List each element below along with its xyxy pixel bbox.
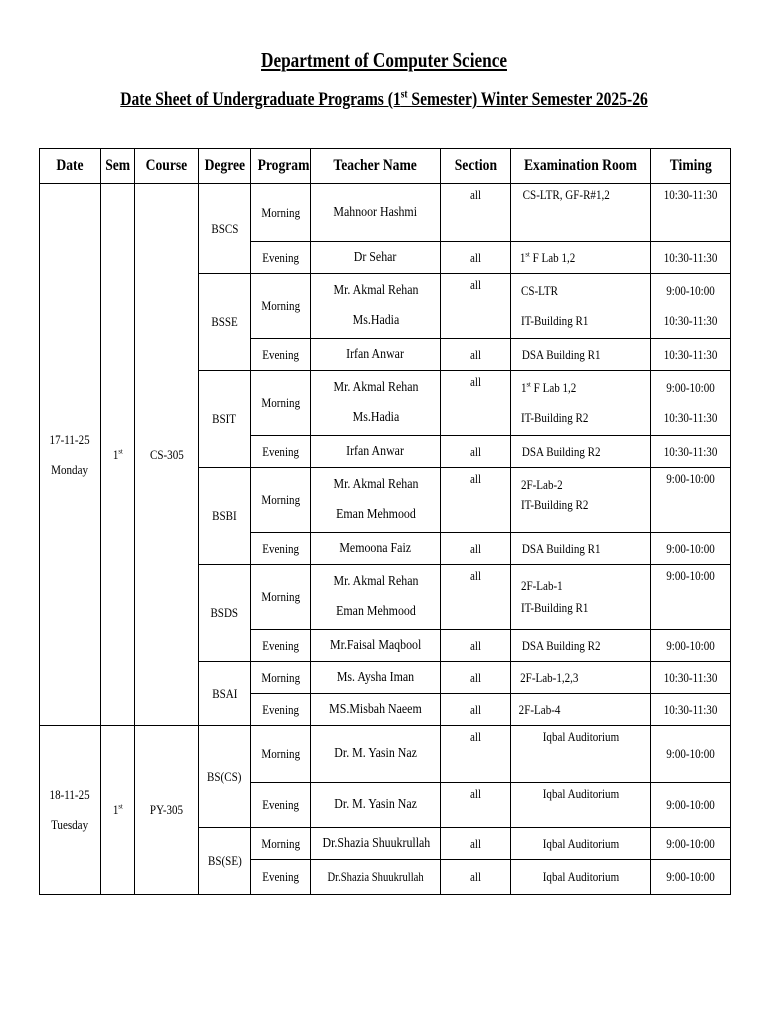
timing-cell: 9:00-10:00: [651, 726, 731, 783]
section-cell: all: [441, 371, 511, 436]
section-cell: all: [441, 783, 511, 828]
degree-cell: BSIT: [199, 371, 251, 468]
degree-cell: BSBI: [199, 468, 251, 565]
section-cell: all: [441, 468, 511, 533]
degree-cell: BS(SE): [199, 828, 251, 895]
table-row: [40, 184, 731, 242]
timing-cell: 9:00-10:00: [651, 860, 731, 895]
subtitle-sup: st: [400, 88, 408, 101]
timing-cell: 9:00-10:00: [651, 828, 731, 860]
timing-cell: 10:30-11:30: [651, 184, 731, 242]
room-cell: CS-LTR IT-Building R1: [511, 274, 651, 339]
course-cell: CS-305: [135, 184, 199, 726]
timing-cell: 10:30-11:30: [651, 662, 731, 694]
section-cell: all: [441, 860, 511, 895]
col-teacher: Teacher Name: [311, 149, 441, 184]
room-cell: CS-LTR, GF-R#1,2: [511, 184, 651, 242]
room-cell: 1st F Lab 1,2 IT-Building R2: [511, 371, 651, 436]
teacher-cell: Irfan Anwar: [311, 436, 441, 468]
room-cell: 2F-Lab-1,2,3: [511, 662, 651, 694]
degree-cell: BS(CS): [199, 726, 251, 828]
teacher-cell: Dr.Shazia Shuukrullah: [311, 860, 441, 895]
room-cell: 2F-Lab-2 IT-Building R2: [511, 468, 651, 533]
program-cell: Evening: [251, 694, 311, 726]
subtitle-part2: Semester) Winter Semester 2025-26: [407, 89, 648, 110]
program-cell: Morning: [251, 662, 311, 694]
col-program: Program: [251, 149, 311, 184]
teacher-cell: Dr.Shazia Shuukrullah: [311, 828, 441, 860]
page-title: Department of Computer Science: [261, 48, 507, 72]
degree-cell: BSCS: [199, 184, 251, 274]
timing-cell: 9:00-10:00: [651, 630, 731, 662]
table-row: [40, 726, 731, 783]
program-cell: Morning: [251, 565, 311, 630]
date-cell: 17-11-25 Monday: [40, 184, 101, 726]
col-room: Examination Room: [511, 149, 651, 184]
teacher-cell: Dr. M. Yasin Naz: [311, 783, 441, 828]
timing-cell: 9:00-10:00: [651, 468, 731, 533]
timing-cell: 9:00-10:00 10:30-11:30: [651, 274, 731, 339]
program-cell: Morning: [251, 274, 311, 339]
teacher-cell: Mr. Akmal Rehan Ms.Hadia: [311, 371, 441, 436]
teacher-cell: Mr. Akmal Rehan Ms.Hadia: [311, 274, 441, 339]
section-cell: all: [441, 184, 511, 242]
section-cell: all: [441, 828, 511, 860]
program-cell: Evening: [251, 533, 311, 565]
room-cell: Iqbal Auditorium: [511, 828, 651, 860]
degree-cell: BSAI: [199, 662, 251, 726]
timing-cell: 10:30-11:30: [651, 339, 731, 371]
col-timing: Timing: [651, 149, 731, 184]
program-cell: Morning: [251, 184, 311, 242]
program-cell: Morning: [251, 468, 311, 533]
section-cell: all: [441, 533, 511, 565]
timing-cell: 10:30-11:30: [651, 694, 731, 726]
teacher-cell: Mahnoor Hashmi: [311, 184, 441, 242]
section-cell: all: [441, 436, 511, 468]
program-cell: Evening: [251, 339, 311, 371]
room-cell: DSA Building R1: [511, 339, 651, 371]
room-cell: Iqbal Auditorium: [511, 860, 651, 895]
program-cell: Evening: [251, 436, 311, 468]
program-cell: Evening: [251, 630, 311, 662]
section-cell: all: [441, 274, 511, 339]
section-cell: all: [441, 694, 511, 726]
timing-cell: 9:00-10:00: [651, 565, 731, 630]
section-cell: all: [441, 242, 511, 274]
program-cell: Morning: [251, 726, 311, 783]
teacher-cell: Mr. Akmal Rehan Eman Mehmood: [311, 565, 441, 630]
col-date: Date: [40, 149, 101, 184]
section-cell: all: [441, 726, 511, 783]
section-cell: all: [441, 565, 511, 630]
col-degree: Degree: [199, 149, 251, 184]
program-cell: Evening: [251, 242, 311, 274]
timing-cell: 9:00-10:00 10:30-11:30: [651, 371, 731, 436]
program-cell: Morning: [251, 371, 311, 436]
section-cell: all: [441, 339, 511, 371]
room-cell: 2F-Lab-4: [511, 694, 651, 726]
course-cell: PY-305: [135, 726, 199, 895]
sem-cell: 1st: [101, 184, 135, 726]
teacher-cell: Mr.Faisal Maqbool: [311, 630, 441, 662]
teacher-cell: Mr. Akmal Rehan Eman Mehmood: [311, 468, 441, 533]
section-cell: all: [441, 630, 511, 662]
page-subtitle: [69, 89, 699, 111]
room-cell: 1st F Lab 1,2: [511, 242, 651, 274]
degree-cell: BSDS: [199, 565, 251, 662]
room-cell: Iqbal Auditorium: [511, 726, 651, 783]
timing-cell: 9:00-10:00: [651, 533, 731, 565]
teacher-cell: Dr Sehar: [311, 242, 441, 274]
col-course: Course: [135, 149, 199, 184]
teacher-cell: Ms. Aysha Iman: [311, 662, 441, 694]
header-row: [40, 149, 731, 184]
section-cell: all: [441, 662, 511, 694]
room-cell: DSA Building R2: [511, 630, 651, 662]
teacher-cell: Irfan Anwar: [311, 339, 441, 371]
teacher-cell: Dr. M. Yasin Naz: [311, 726, 441, 783]
teacher-cell: Memoona Faiz: [311, 533, 441, 565]
timing-cell: 10:30-11:30: [651, 436, 731, 468]
subtitle-part1: Date Sheet of Undergraduate Programs (1: [120, 89, 401, 110]
program-cell: Evening: [251, 783, 311, 828]
col-section: Section: [441, 149, 511, 184]
program-cell: Evening: [251, 860, 311, 895]
room-cell: DSA Building R2: [511, 436, 651, 468]
col-sem: Sem: [101, 149, 135, 184]
teacher-cell: MS.Misbah Naeem: [311, 694, 441, 726]
sem-cell: 1st: [101, 726, 135, 895]
timing-cell: 10:30-11:30: [651, 242, 731, 274]
date-cell: 18-11-25 Tuesday: [40, 726, 101, 895]
date-sheet-table: [39, 148, 731, 895]
room-cell: Iqbal Auditorium: [511, 783, 651, 828]
timing-cell: 9:00-10:00: [651, 783, 731, 828]
room-cell: DSA Building R1: [511, 533, 651, 565]
room-cell: 2F-Lab-1 IT-Building R1: [511, 565, 651, 630]
degree-cell: BSSE: [199, 274, 251, 371]
program-cell: Morning: [251, 828, 311, 860]
